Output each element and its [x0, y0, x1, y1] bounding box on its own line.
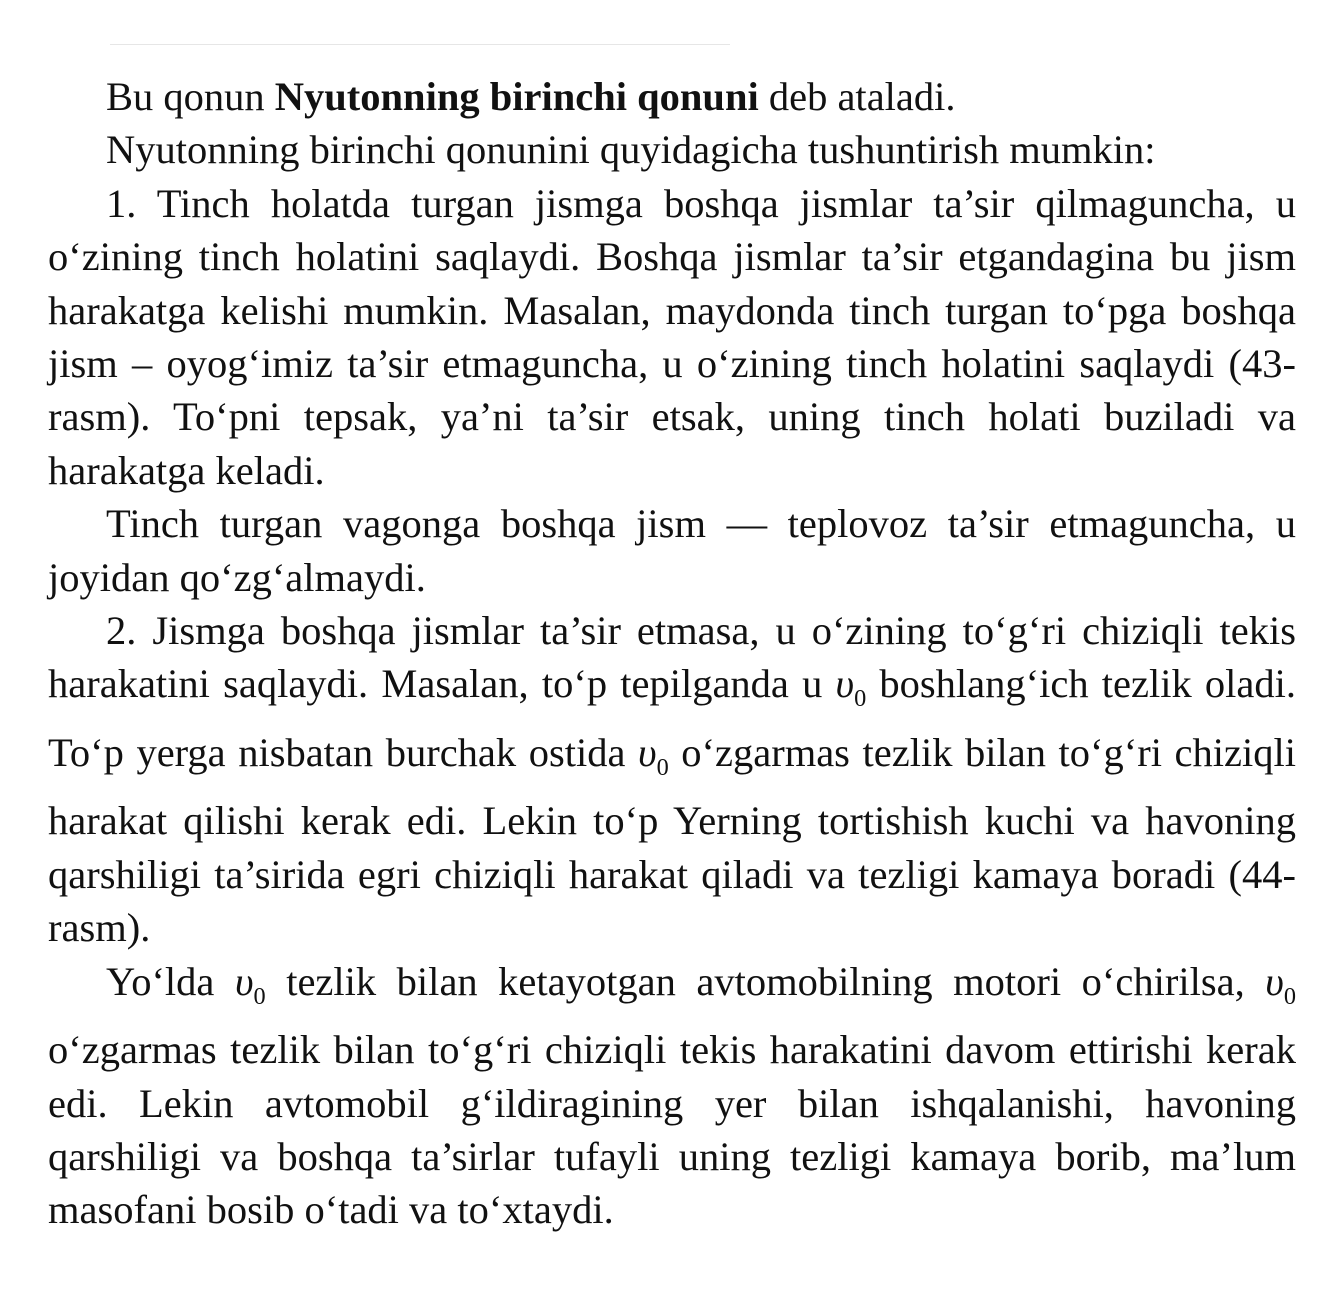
paragraph-text: deb ataladi. [758, 74, 956, 119]
paragraph-car-example [48, 955, 1296, 1237]
velocity-symbol: $\upsilon_0$ [835, 661, 867, 713]
paragraph-intro: Nyutonning birinchi qonunini quyidagicha tushuntirish mumkin: [106, 127, 1156, 173]
paragraph-text: boshlang‘ich tezlik oladi. To‘p yerga nisbatan burchak ostida [48, 661, 1296, 775]
paragraph-text: tezlik bilan ketayotgan avtomobilning motori o‘chirilsa, [265, 958, 1266, 1004]
paragraph-text: o‘zgarmas tezlik bilan to‘g‘ri chiziqli tekis harakatini davom ettirishi kerak edi. Lekin avtomobil g‘ildiragining yer bilan ishqalanishi, havoning qarshiligi va boshqa ta’sirlar tufayli uning tezligi kamaya borib, ma’lum masofani bosib o‘tadi va to‘xtaydi. [48, 1027, 1296, 1233]
scan-artifact-line [110, 44, 730, 45]
paragraph-wagon-example: Tinch turgan vagonga boshqa jism — teplovoz ta’sir etmaguncha, u joyidan qo‘zg‘almaydi. [48, 501, 1296, 600]
velocity-symbol: $\upsilon_0$ [1265, 958, 1296, 1010]
textbook-page [48, 70, 1296, 1237]
paragraph-text: 2. Jismga boshqa jismlar ta’sir etmasa, u o‘zining to‘g‘ri chiziqli tekis harakatini saqlaydi. Masalan, to‘p tepilganda u [48, 608, 1296, 707]
velocity-symbol: $\upsilon_0$ [234, 958, 266, 1010]
paragraph-text: o‘zgarmas tezlik bilan to‘g‘ri chiziqli harakat qilishi kerak edi. Lekin to‘p Yerning tortishish kuchi va havoning qarshiligi ta’sirida egri chiziqli harakat qiladi va tezligi kamaya boradi (44-rasm). [48, 729, 1296, 951]
paragraph-point-2 [48, 604, 1296, 955]
velocity-symbol: $\upsilon_0$ [637, 729, 669, 782]
paragraph-text: Bu qonun [106, 74, 275, 119]
paragraph-law-name [48, 70, 1296, 123]
paragraph-text: Yo‘lda [106, 958, 235, 1004]
law-name-bold: Nyutonning birinchi qonuni [274, 74, 759, 119]
paragraph-point-1: 1. Tinch holatda turgan jismga boshqa jismlar ta’sir qilmaguncha, u o‘zining tinch holatini saqlaydi. Boshqa jismlar ta’sir etgandagina bu jism harakatga kelishi mumkin. Masalan, maydonda tinch turgan to‘pga boshqa jism – oyog‘imiz ta’sir etmaguncha, u o‘zining tinch holatini saqlaydi (43-rasm). To‘pni tepsak, ya’ni ta’sir etsak, uning tinch holati buziladi va harakatga keladi. [48, 180, 1296, 493]
